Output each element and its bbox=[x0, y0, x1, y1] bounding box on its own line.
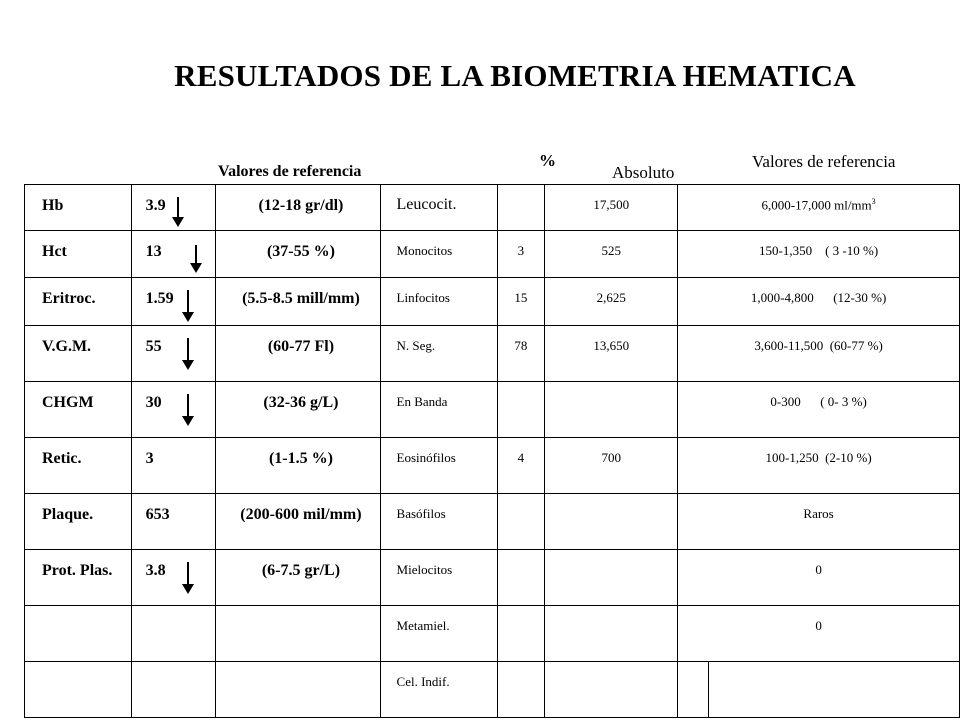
parameter-value: 3 bbox=[145, 450, 154, 467]
absolute-value bbox=[545, 494, 678, 550]
absolute-value bbox=[545, 662, 678, 718]
percent-value: 3 bbox=[497, 231, 545, 278]
parameter-value-cell bbox=[131, 438, 216, 494]
table-row bbox=[25, 278, 960, 326]
parameter-value-cell bbox=[131, 278, 216, 326]
percent-value bbox=[497, 550, 545, 606]
leukocyte-reference-range bbox=[678, 278, 960, 326]
parameter-value-cell bbox=[131, 550, 216, 606]
cell-type-label: Leucocit. bbox=[380, 185, 497, 231]
reference-range-text: 150-1,350 ( 3 -10 %) bbox=[759, 243, 879, 258]
reference-unit-superscript: 3 bbox=[871, 197, 876, 206]
parameter-name: CHGM bbox=[25, 382, 132, 438]
leukocyte-reference-range bbox=[678, 231, 960, 278]
parameter-name: Plaque. bbox=[25, 494, 132, 550]
table-row bbox=[25, 494, 960, 550]
reference-range-text: 3,600-11,500 (60-77 %) bbox=[754, 338, 883, 353]
arrow-down-icon bbox=[182, 562, 194, 594]
arrow-down-icon bbox=[172, 197, 184, 227]
parameter-value-cell bbox=[131, 326, 216, 382]
table-row bbox=[25, 382, 960, 438]
reference-range-text: 100-1,250 (2-10 %) bbox=[765, 450, 872, 465]
page-title: RESULTADOS DE LA BIOMETRIA HEMATICA bbox=[174, 58, 856, 93]
absolute-value bbox=[545, 606, 678, 662]
cell-type-label: Eosinófilos bbox=[380, 438, 497, 494]
parameter-value-cell bbox=[131, 231, 216, 278]
table-row bbox=[25, 550, 960, 606]
cell-type-label: Basófilos bbox=[380, 494, 497, 550]
table-row bbox=[25, 231, 960, 278]
parameter-value-cell bbox=[131, 382, 216, 438]
parameter-name bbox=[25, 662, 132, 718]
cell-type-label: Cel. Indif. bbox=[380, 662, 497, 718]
percent-value bbox=[497, 382, 545, 438]
column-divider bbox=[708, 662, 709, 717]
absolute-value: 525 bbox=[545, 231, 678, 278]
absolute-value bbox=[545, 382, 678, 438]
cell-type-label: En Banda bbox=[380, 382, 497, 438]
reference-range-text: 0 bbox=[815, 562, 822, 577]
absolute-value: 700 bbox=[545, 438, 678, 494]
reference-range: (12-18 gr/dl) bbox=[216, 185, 380, 231]
percent-header: % bbox=[539, 151, 556, 170]
parameter-value: 3.8 bbox=[145, 562, 166, 579]
reference-range: (1-1.5 %) bbox=[216, 438, 380, 494]
reference-range-text: 0-300 ( 0- 3 %) bbox=[770, 394, 867, 409]
parameter-name: V.G.M. bbox=[25, 326, 132, 382]
reference-range: (200-600 mil/mm) bbox=[216, 494, 380, 550]
parameter-name: Retic. bbox=[25, 438, 132, 494]
absolute-value: 13,650 bbox=[545, 326, 678, 382]
cell-type-label: N. Seg. bbox=[380, 326, 497, 382]
parameter-name: Eritroc. bbox=[25, 278, 132, 326]
parameter-value: 30 bbox=[145, 394, 162, 411]
reference-range-text: 6,000-17,000 ml/mm bbox=[761, 197, 872, 213]
leukocyte-reference-range bbox=[678, 438, 960, 494]
percent-value: 78 bbox=[497, 326, 545, 382]
reference-range: (32-36 g/L) bbox=[216, 382, 380, 438]
arrow-down-icon bbox=[182, 338, 194, 370]
reference-range-text: 1,000-4,800 (12-30 %) bbox=[750, 290, 887, 305]
table-row bbox=[25, 438, 960, 494]
leukocyte-reference-range bbox=[678, 494, 960, 550]
parameter-value: 3.9 bbox=[145, 197, 166, 214]
reference-range-text: Raros bbox=[803, 506, 834, 521]
parameter-value: 1.59 bbox=[145, 290, 174, 307]
leukocyte-reference-range bbox=[678, 382, 960, 438]
parameter-value-cell bbox=[131, 494, 216, 550]
parameter-name: Hb bbox=[25, 185, 132, 231]
reference-range bbox=[216, 606, 380, 662]
percent-value: 4 bbox=[497, 438, 545, 494]
parameter-value: 13 bbox=[145, 243, 162, 260]
leukocyte-reference-range bbox=[678, 326, 960, 382]
table-row bbox=[25, 662, 960, 718]
leukocyte-reference-range bbox=[678, 550, 960, 606]
absolute-header: Absoluto bbox=[612, 163, 675, 182]
reference-range: (5.5-8.5 mill/mm) bbox=[216, 278, 380, 326]
absolute-value: 2,625 bbox=[545, 278, 678, 326]
cell-type-label: Metamiel. bbox=[380, 606, 497, 662]
cell-type-label: Linfocitos bbox=[380, 278, 497, 326]
percent-value bbox=[497, 494, 545, 550]
percent-value bbox=[497, 185, 545, 231]
parameter-name: Hct bbox=[25, 231, 132, 278]
reference-range: (60-77 Fl) bbox=[216, 326, 380, 382]
left-reference-header: Valores de referencia bbox=[218, 163, 362, 180]
parameter-value-cell bbox=[131, 606, 216, 662]
arrow-down-icon bbox=[182, 290, 194, 322]
reference-cell-group bbox=[678, 662, 960, 718]
table-row bbox=[25, 326, 960, 382]
table-row bbox=[25, 606, 960, 662]
arrow-down-icon bbox=[182, 394, 194, 426]
parameter-value-cell bbox=[131, 185, 216, 231]
reference-range: (6-7.5 gr/L) bbox=[216, 550, 380, 606]
percent-value: 15 bbox=[497, 278, 545, 326]
reference-range: (37-55 %) bbox=[216, 231, 380, 278]
parameter-name: Prot. Plas. bbox=[25, 550, 132, 606]
parameter-value: 55 bbox=[145, 338, 162, 355]
arrow-down-icon bbox=[190, 245, 202, 273]
absolute-value: 17,500 bbox=[545, 185, 678, 231]
leukocyte-reference-range bbox=[678, 606, 960, 662]
right-reference-header: Valores de referencia bbox=[752, 152, 896, 171]
table-row bbox=[25, 185, 960, 231]
cell-type-label: Monocitos bbox=[380, 231, 497, 278]
reference-range-text: 0 bbox=[815, 618, 822, 633]
absolute-value bbox=[545, 550, 678, 606]
parameter-name bbox=[25, 606, 132, 662]
parameter-value: 653 bbox=[145, 506, 170, 523]
reference-range bbox=[216, 662, 380, 718]
leukocyte-reference-range bbox=[678, 185, 960, 231]
percent-value bbox=[497, 606, 545, 662]
cell-type-label: Mielocitos bbox=[380, 550, 497, 606]
results-table bbox=[24, 184, 960, 718]
parameter-value-cell bbox=[131, 662, 216, 718]
percent-value bbox=[497, 662, 545, 718]
